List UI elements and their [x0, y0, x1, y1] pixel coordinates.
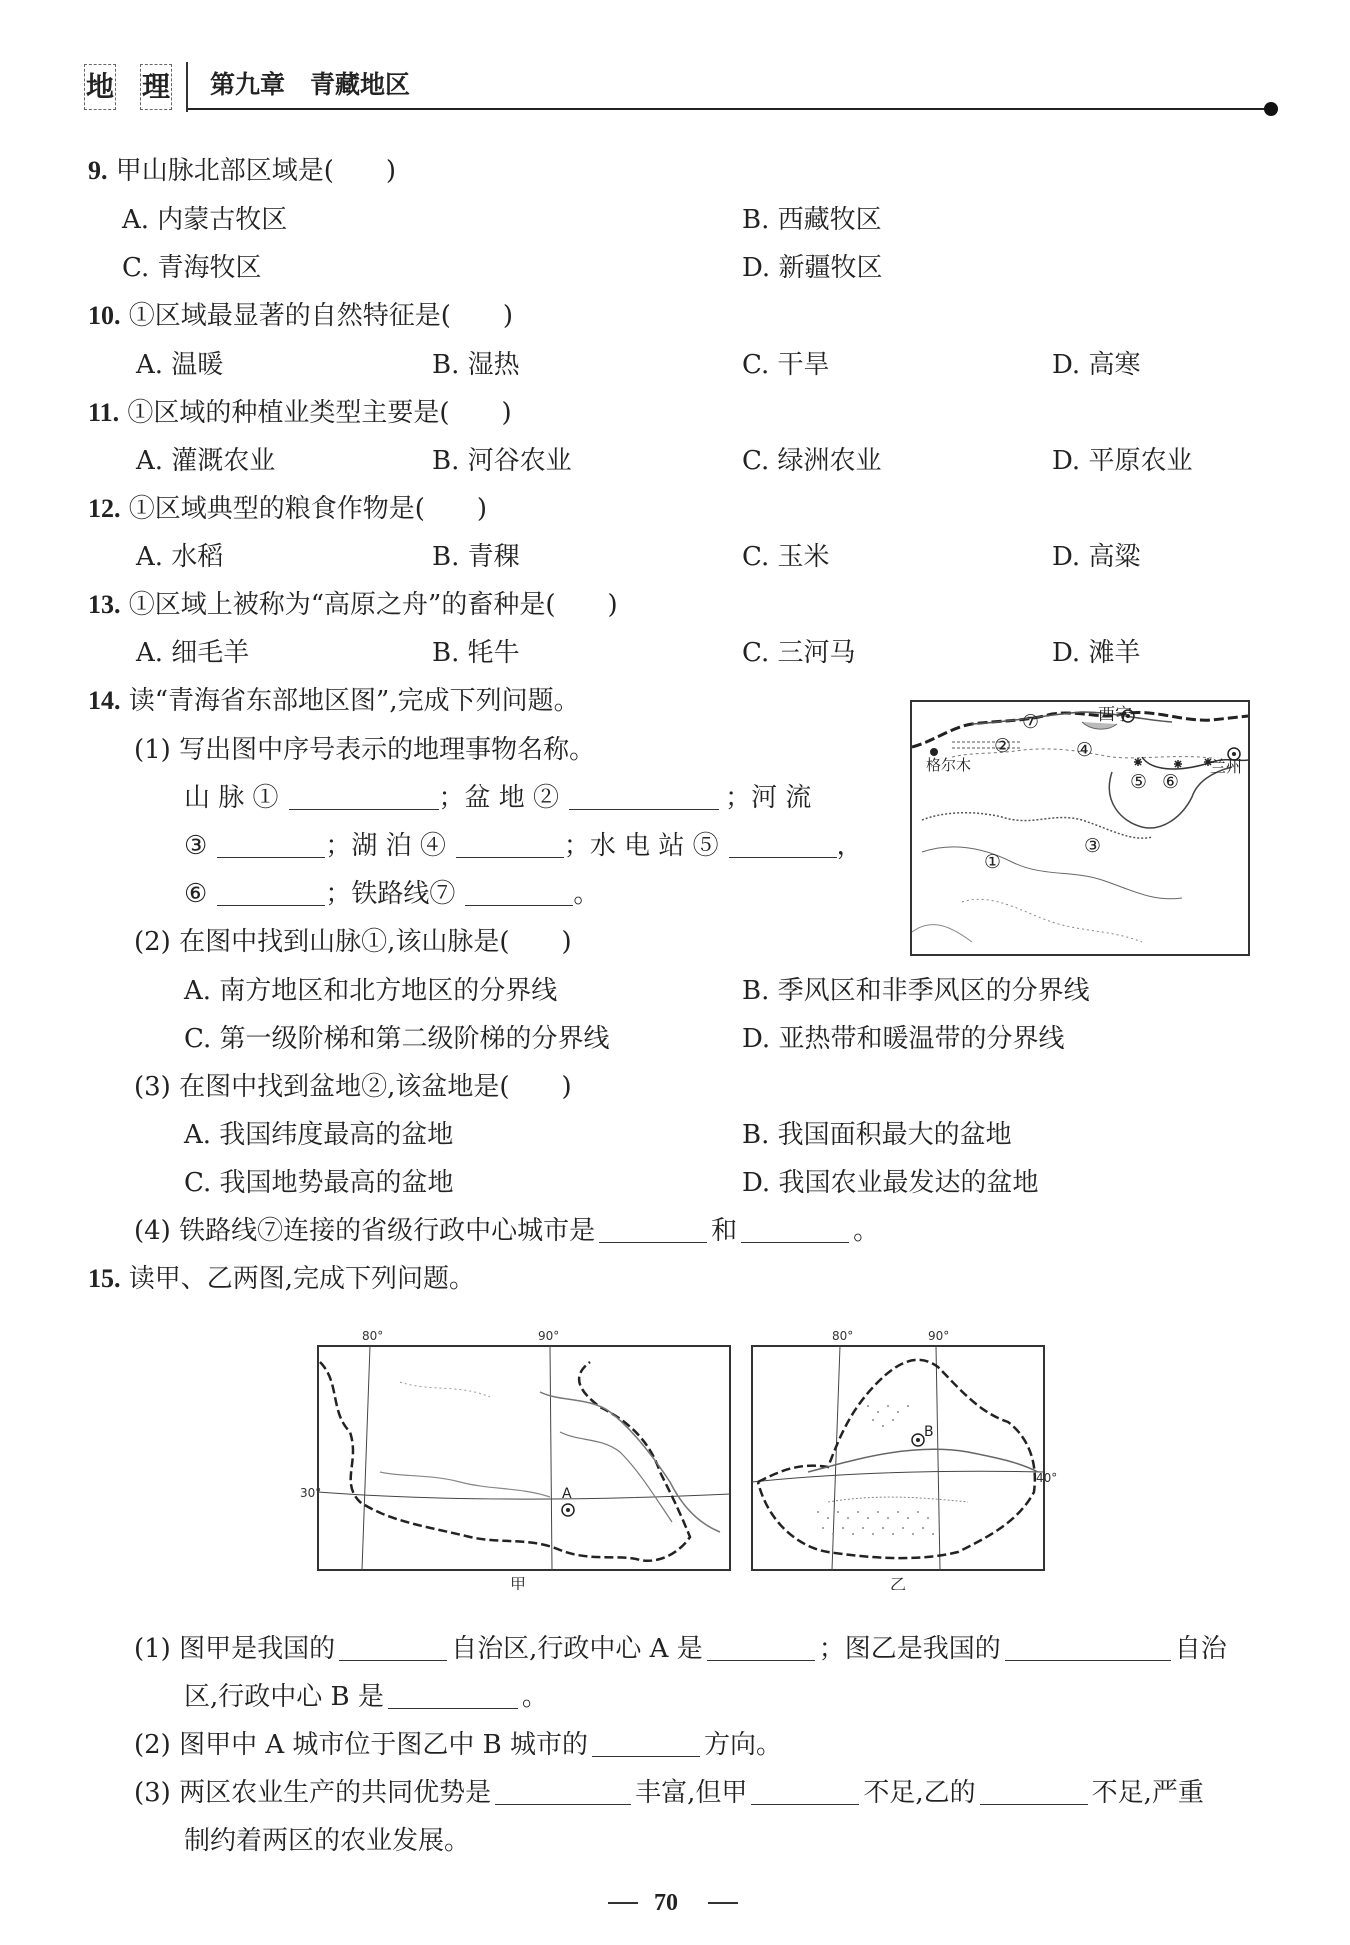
question-13-option-d[interactable]: D. 滩羊 — [1052, 638, 1141, 668]
svg-text:80°: 80° — [362, 1329, 384, 1343]
answer-blank-city-b[interactable] — [388, 1682, 518, 1709]
svg-text:②: ② — [994, 735, 1012, 757]
tibet-map-jia — [300, 1322, 740, 1590]
answer-blank-basin[interactable] — [569, 783, 719, 810]
svg-text:90°: 90° — [928, 1329, 950, 1343]
svg-text:⑦: ⑦ — [1022, 711, 1040, 733]
svg-text:30°: 30° — [300, 1486, 322, 1500]
question-9-option-c[interactable]: C. 青海牧区 — [122, 253, 262, 283]
question-10-option-c[interactable]: C. 干旱 — [742, 350, 830, 380]
header-rule — [188, 108, 1268, 110]
svg-text:⑤: ⑤ — [1130, 771, 1148, 793]
question-14-part-2-option-b[interactable]: B. 季风区和非季风区的分界线 — [742, 976, 1090, 1006]
question-12-option-a[interactable]: A. 水稻 — [136, 542, 224, 572]
svg-text:③: ③ — [1084, 835, 1102, 857]
question-12-option-d[interactable]: D. 高粱 — [1052, 542, 1141, 572]
answer-blank-mountain[interactable] — [289, 783, 439, 810]
question-14-part-2: (2) 在图中找到山脉①,该山脉是( ) — [134, 927, 572, 957]
qinghai-east-map-svg — [912, 702, 1248, 954]
svg-text:西宁: 西宁 — [1098, 705, 1132, 725]
svg-text:A: A — [562, 1486, 572, 1502]
answer-blank-region-jia[interactable] — [339, 1634, 447, 1661]
question-14-part-3-option-c[interactable]: C. 我国地势最高的盆地 — [184, 1168, 454, 1198]
answer-blank-station-6[interactable] — [217, 879, 325, 906]
answer-blank-river[interactable] — [217, 831, 325, 858]
question-14-part-1-line-2: ③ ；湖 泊 ④ ；水 电 站 ⑤ ， — [184, 831, 863, 861]
question-15-part-1-line-2: 区,行政中心 B 是 。 — [184, 1682, 548, 1712]
question-14-part-3-option-b[interactable]: B. 我国面积最大的盆地 — [742, 1120, 1012, 1150]
answer-blank-city-a[interactable] — [707, 1634, 815, 1661]
question-14-part-3-option-a[interactable]: A. 我国纬度最高的盆地 — [184, 1120, 454, 1150]
qinghai-east-map — [910, 700, 1250, 956]
question-14-part-3-option-d[interactable]: D. 我国农业最发达的盆地 — [742, 1168, 1039, 1198]
question-14-part-4: (4) 铁路线⑦连接的省级行政中心城市是 和 。 — [134, 1216, 880, 1246]
chapter-title: 第九章 青藏地区 — [210, 70, 411, 99]
question-13-option-c[interactable]: C. 三河马 — [742, 638, 856, 668]
answer-blank-jia-shortage[interactable] — [751, 1778, 859, 1805]
question-12-stem: 12. ①区域典型的粮食作物是( ) — [88, 494, 488, 524]
question-11-option-a[interactable]: A. 灌溉农业 — [136, 446, 276, 476]
question-14-part-1-line-3: ⑥ ；铁路线⑦ 。 — [184, 879, 600, 909]
question-14-part-3: (3) 在图中找到盆地②,该盆地是( ) — [134, 1072, 572, 1102]
svg-text:甲: 甲 — [510, 1575, 527, 1590]
question-14-part-1-line-1: 山 脉 ① ；盆 地 ② ；河 流 — [184, 783, 812, 813]
question-9-option-a[interactable]: A. 内蒙古牧区 — [122, 205, 288, 235]
question-14-part-1: (1) 写出图中序号表示的地理事物名称。 — [134, 735, 596, 765]
question-15-part-3-line-2: 制约着两区的农业发展。 — [184, 1826, 471, 1856]
question-14-stem: 14. 读“青海省东部地区图”,完成下列问题。 — [88, 686, 580, 716]
question-14-part-2-option-a[interactable]: A. 南方地区和北方地区的分界线 — [184, 976, 558, 1006]
question-10-option-b[interactable]: B. 湿热 — [432, 350, 520, 380]
question-13-stem: 13. ①区域上被称为“高原之舟”的畜种是( ) — [88, 590, 618, 620]
footer-dash-right — [708, 1902, 738, 1904]
question-15-part-1-line-1: (1) 图甲是我国的 自治区,行政中心 A 是 ；图乙是我国的 自治 — [134, 1634, 1227, 1664]
question-13-option-a[interactable]: A. 细毛羊 — [136, 638, 250, 668]
svg-text:B: B — [924, 1424, 934, 1440]
answer-blank-region-yi[interactable] — [1005, 1634, 1171, 1661]
answer-blank-lake[interactable] — [456, 831, 564, 858]
svg-text:40°: 40° — [1036, 1471, 1058, 1485]
question-11-option-b[interactable]: B. 河谷农业 — [432, 446, 572, 476]
header-divider-vertical — [186, 62, 188, 112]
xinjiang-map-yi — [748, 1322, 1068, 1590]
question-9-option-d[interactable]: D. 新疆牧区 — [742, 253, 883, 283]
question-10-stem: 10. ①区域最显著的自然特征是( ) — [88, 301, 514, 331]
subject-box-1: 地 — [84, 64, 116, 110]
answer-blank-hydropower[interactable] — [729, 831, 837, 858]
answer-blank-advantage[interactable] — [495, 1778, 631, 1805]
question-9-stem: 9. 甲山脉北部区域是( ) — [88, 156, 397, 186]
answer-blank-direction[interactable] — [592, 1730, 700, 1757]
answer-blank-yi-shortage[interactable] — [980, 1778, 1088, 1805]
question-15-part-3-line-1: (3) 两区农业生产的共同优势是 丰富,但甲 不足,乙的 不足,严重 — [134, 1778, 1204, 1808]
svg-text:90°: 90° — [538, 1329, 560, 1343]
svg-text:乙: 乙 — [890, 1575, 907, 1590]
page-number: 70 — [654, 1890, 678, 1916]
svg-text:兰州: 兰州 — [1210, 757, 1243, 776]
question-10-option-d[interactable]: D. 高寒 — [1052, 350, 1141, 380]
footer-dash-left — [608, 1902, 638, 1904]
svg-text:⑥: ⑥ — [1162, 771, 1180, 793]
question-11-stem: 11. ①区域的种植业类型主要是( ) — [88, 398, 512, 428]
answer-blank-railway[interactable] — [465, 879, 573, 906]
question-10-option-a[interactable]: A. 温暖 — [136, 350, 224, 380]
answer-blank-city-1[interactable] — [599, 1216, 707, 1243]
question-15-stem: 15. 读甲、乙两图,完成下列问题。 — [88, 1264, 476, 1294]
question-14-part-2-option-d[interactable]: D. 亚热带和暖温带的分界线 — [742, 1024, 1065, 1054]
svg-text:80°: 80° — [832, 1329, 854, 1343]
svg-text:④: ④ — [1076, 739, 1094, 761]
question-11-option-d[interactable]: D. 平原农业 — [1052, 446, 1193, 476]
svg-text:①: ① — [984, 851, 1002, 873]
header-rule-dot — [1264, 102, 1278, 116]
question-14-part-2-option-c[interactable]: C. 第一级阶梯和第二级阶梯的分界线 — [184, 1024, 610, 1054]
question-9-option-b[interactable]: B. 西藏牧区 — [742, 205, 882, 235]
question-11-option-c[interactable]: C. 绿洲农业 — [742, 446, 882, 476]
question-13-option-b[interactable]: B. 牦牛 — [432, 638, 520, 668]
answer-blank-city-2[interactable] — [741, 1216, 849, 1243]
question-12-option-c[interactable]: C. 玉米 — [742, 542, 830, 572]
question-15-part-2: (2) 图甲中 A 城市位于图乙中 B 城市的 方向。 — [134, 1730, 783, 1760]
golmud-city-icon — [930, 748, 938, 756]
question-12-option-b[interactable]: B. 青稞 — [432, 542, 520, 572]
svg-text:格尔木: 格尔木 — [926, 756, 972, 774]
hydropower-station-icons — [1134, 758, 1212, 768]
subject-box-2: 理 — [140, 64, 172, 110]
